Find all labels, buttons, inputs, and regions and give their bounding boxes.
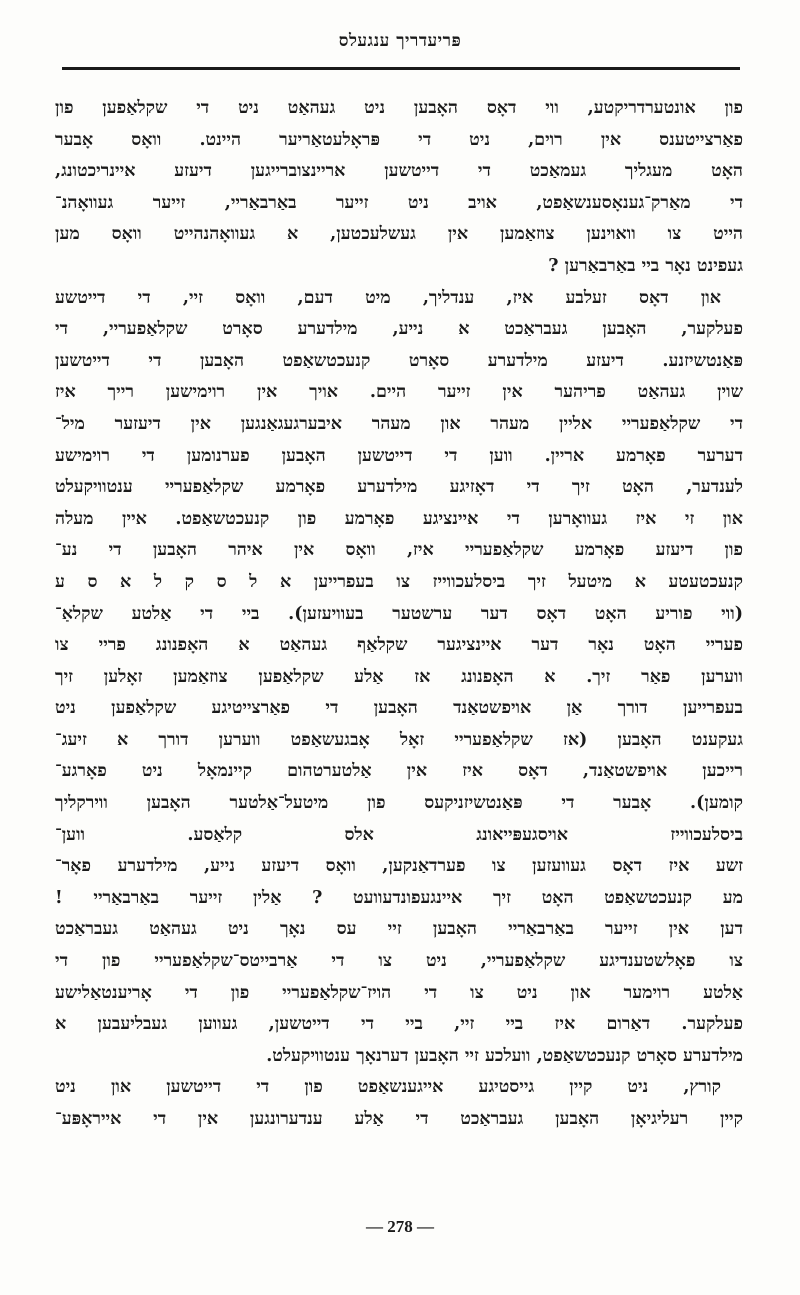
text-line: (ווי פוריע האָט דאָס דער ערשטער בעוויעזען). ביי די אַלטע שקלאַ־ bbox=[55, 603, 743, 624]
text-line: פון אונטערדריקטע, ווי דאָס האָבען ניט געהאַט ניט די שקלאַפען פון bbox=[55, 98, 743, 118]
text-line: לענדער, האָט זיך די דאָזיגע מילדערע פאָרמע שקלאַפעריי ענטוויקעלט bbox=[55, 477, 743, 498]
text-line: בעפרייען דורך אַן אויפשטאַנד האָבען די פאַרצייטיגע שקלאַפען ניט bbox=[55, 698, 743, 719]
running-header: פּריעדריך ענגעלס bbox=[338, 31, 462, 51]
text-line: רייכען אויפשטאַנד, דאָס איז אין אַלטערטהום קיינמאָל ניט פאָרגע־ bbox=[55, 761, 743, 782]
text-line: מע קנעכטשאַפט האָט זיך איינגעפונדעוועט ? אַלין זייער באַרבאַריי ! bbox=[55, 887, 743, 908]
text-line: שוין געהאַט פריהער אין זייער היים. אויך אין רוימישען רייך איז bbox=[55, 382, 743, 403]
text-line: און זי איז געוואָרען די איינציגע פאָרמע פון קנעכטשאַפט. איין מעלה bbox=[55, 508, 743, 529]
text-line: האָט מעגליך געמאַכט די דייטשען אריינצוברייגען דיעזע איינריכטונג, bbox=[55, 161, 743, 182]
text-line: אַלטע רוימער און ניט צו די הויז־שקלאַפעריי פון די אָריענטאַלישע bbox=[55, 982, 743, 1003]
text-line: פּאַנטשיזנע. דיעזע מילדערע סאָרט קנעכטשאַפט האָבען די דייטשען bbox=[55, 350, 743, 371]
text-line: פון דיעזע פאָרמע שקלאַפעריי איז, וואָס אין איהר האָבען די נע־ bbox=[55, 540, 743, 561]
text-line: מילדערע סאָרט קנעכטשאַפט, וועלכע זיי האָבען דערנאָך ענטוויקעלט. bbox=[266, 1045, 743, 1066]
text-line: דערער פאָרמע אריין. ווען די דייטשען האָבען פערנומען די רוימישע bbox=[55, 445, 743, 466]
text-line: צו פאָלשטענדיגע שקלאַפעריי, ניט צו די אַרבייטס־שקלאַפעריי פון די bbox=[55, 951, 743, 972]
text-line: די מאַרק־גענאָסענשאַפט, אויב ניט זייער באַרבאַריי, זייער געוואָהנ־ bbox=[55, 192, 743, 213]
text-line: דען אין זייער באַרבאַריי האָבען זיי עס נאָך ניט געהאַט געבראַכט bbox=[55, 919, 743, 940]
text-line: פעלקער, האָבען געבראַכט א נייע, מילדערע סאָרט שקלאַפעריי, די bbox=[55, 319, 743, 340]
text-line: זשע איז דאָס געוועזען צו פערדאַנקען, וואָס דיעזע נייע, מילדערע פאָר־ bbox=[55, 856, 743, 877]
text-line: קיין רעליגיאָן האָבען געבראַכט די אַלע ענדערונגען אין די אייראָפּע־ bbox=[55, 1109, 743, 1129]
text-line: ביסלעכווייז אויסגעפּייאונג אלס קלאַסע. ווען־ bbox=[55, 824, 743, 845]
text-line: די שקלאַפעריי אליין מעהר און מעהר איבערגעגאַנגען אין דיעזער מיל־ bbox=[55, 413, 743, 434]
text-line: ווערען פאַר זיך. א האָפנונג אז אַלע שקלאַפען צוזאַמען זאָלען זיך bbox=[55, 666, 743, 687]
text-line: געקענט האָבען (אז שקלאַפעריי זאָל אָבגעשאַפט ווערען דורך א זיעג־ bbox=[55, 729, 743, 750]
text-line: פעלקער. דאַרום איז ביי זיי, ביי די דייטשען, געווען געבליעבען א bbox=[55, 1014, 743, 1035]
text-line: קומען). אָבער די פּאַנטשיזניקעס פון מיטעל־אַלטער האָבען ווירקליך bbox=[55, 793, 743, 814]
text-line: פעריי האָט נאָר דער איינציגער שקלאַף געהאַט א האָפנונג פריי צו bbox=[55, 635, 743, 656]
text-line: און דאָס זעלבע איז, ענדליך, מיט דעם, וואָס זיי, די דייטשע bbox=[55, 287, 721, 308]
text-line: קנעכטעטע א מיטעל זיך ביסלעכווייז צו בעפרייען א ל ס ק ל א ס ע bbox=[55, 571, 743, 592]
text-line: פאַרצייטענס אין רוים, ניט די פּראָלעטאַריער היינט. וואָס אָבער bbox=[55, 129, 743, 150]
text-line: געפינט נאָר ביי באַרבאַרען ? bbox=[548, 255, 743, 276]
header-rule bbox=[62, 67, 740, 70]
page-number: — 278 — bbox=[366, 1217, 434, 1236]
text-line: קורץ, ניט קיין גייסטיגע אייגענשאַפט פון די דייטשען און ניט bbox=[55, 1077, 721, 1098]
body-text bbox=[55, 93, 743, 1136]
text-line: הייט צו וואוינען צוזאַמען אין געשלעכטען, א געוואָהנהייט וואָס מען bbox=[55, 224, 743, 245]
